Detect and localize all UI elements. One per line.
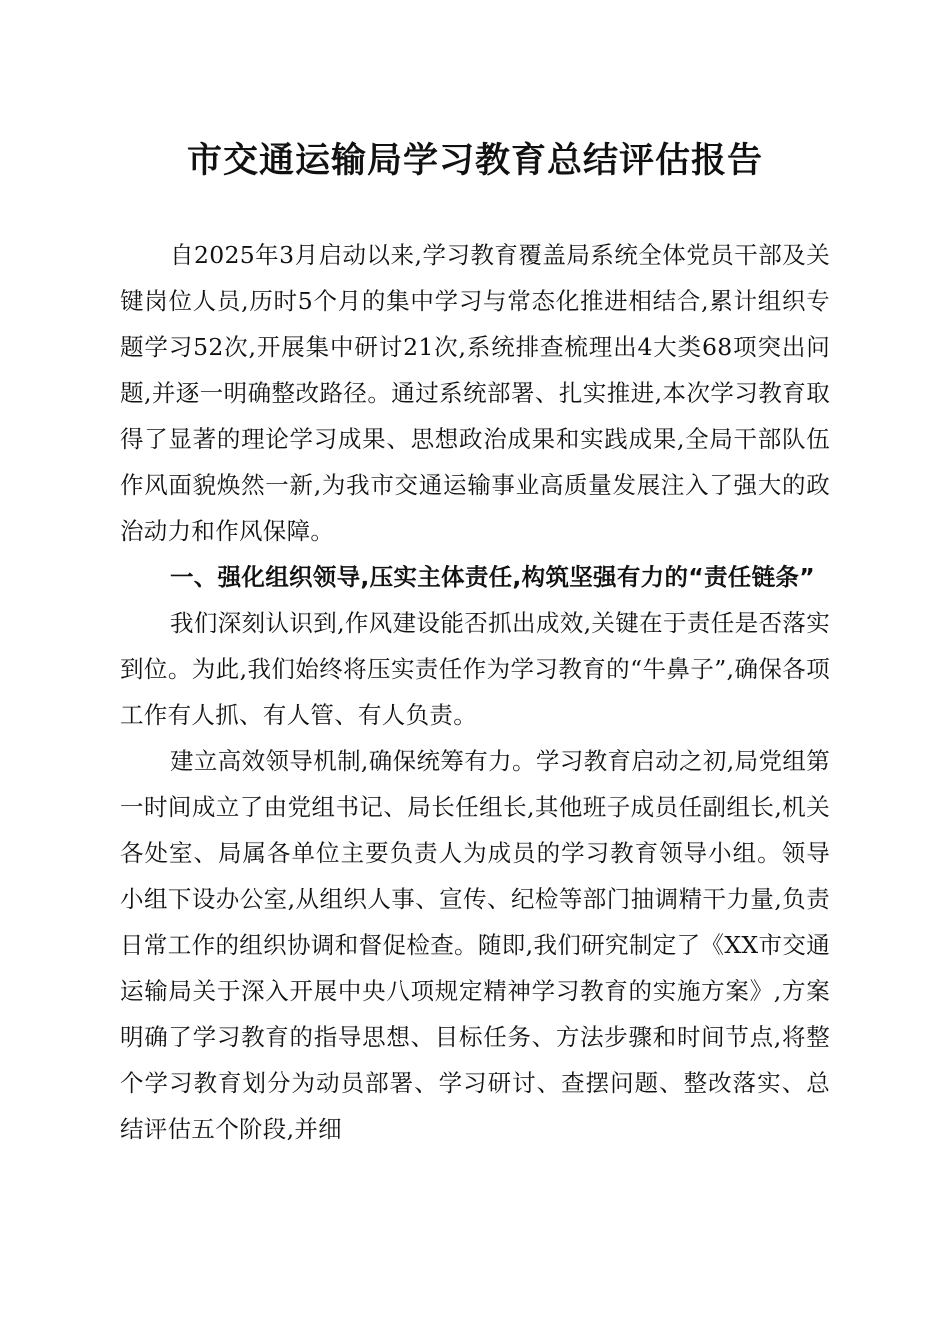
document-title: 市交通运输局学习教育总结评估报告 bbox=[186, 140, 763, 181]
section-1-paragraph-2: 建立高效领导机制,确保统筹有力。学习教育启动之初,局党组第一时间成立了由党组书记、局长任组长,其他班子成员任副组长,机关各处室、局属各单位主要负责人为成员的学习教育领导小组。领导小组下设办公室,从组织人事、宣传、纪检等部门抽调精干力量,负责日常工作的组织协调和督促检查。随即,我们研究制定了《XX市交通运输局关于深入开展中央八项规定精神学习教育的实施方案》,方案明确了学习教育的指导思想、目标任务、方法步骤和时间节点,将整个学习教育划分为动员部署、学习研讨、查摆问题、整改落实、总结评估五个阶段,并细 bbox=[120, 747, 830, 1143]
intro-paragraph: 自2025年3月启动以来,学习教育覆盖局系统全体党员干部及关键岗位人员,历时5个月的集中学习与常态化推进相结合,累计组织专题学习52次,开展集中研讨21次,系统排查梳理出4大类68项突出问题,并逐一明确整改路径。通过系统部署、扎实推进,本次学习教育取得了显著的理论学习成果、思想政治成果和实践成果,全局干部队伍作风面貌焕然一新,为我市交通运输事业高质量发展注入了强大的政治动力和作风保障。 bbox=[120, 241, 830, 545]
section-1-paragraph-1: 我们深刻认识到,作风建设能否抓出成效,关键在于责任是否落实到位。为此,我们始终将压实责任作为学习教育的“牛鼻子”,确保各项工作有人抓、有人管、有人负责。 bbox=[120, 609, 830, 729]
section-1-heading: 一、强化组织领导,压实主体责任,构筑坚强有力的“责任链条” bbox=[170, 563, 815, 591]
document-body bbox=[120, 232, 830, 1152]
